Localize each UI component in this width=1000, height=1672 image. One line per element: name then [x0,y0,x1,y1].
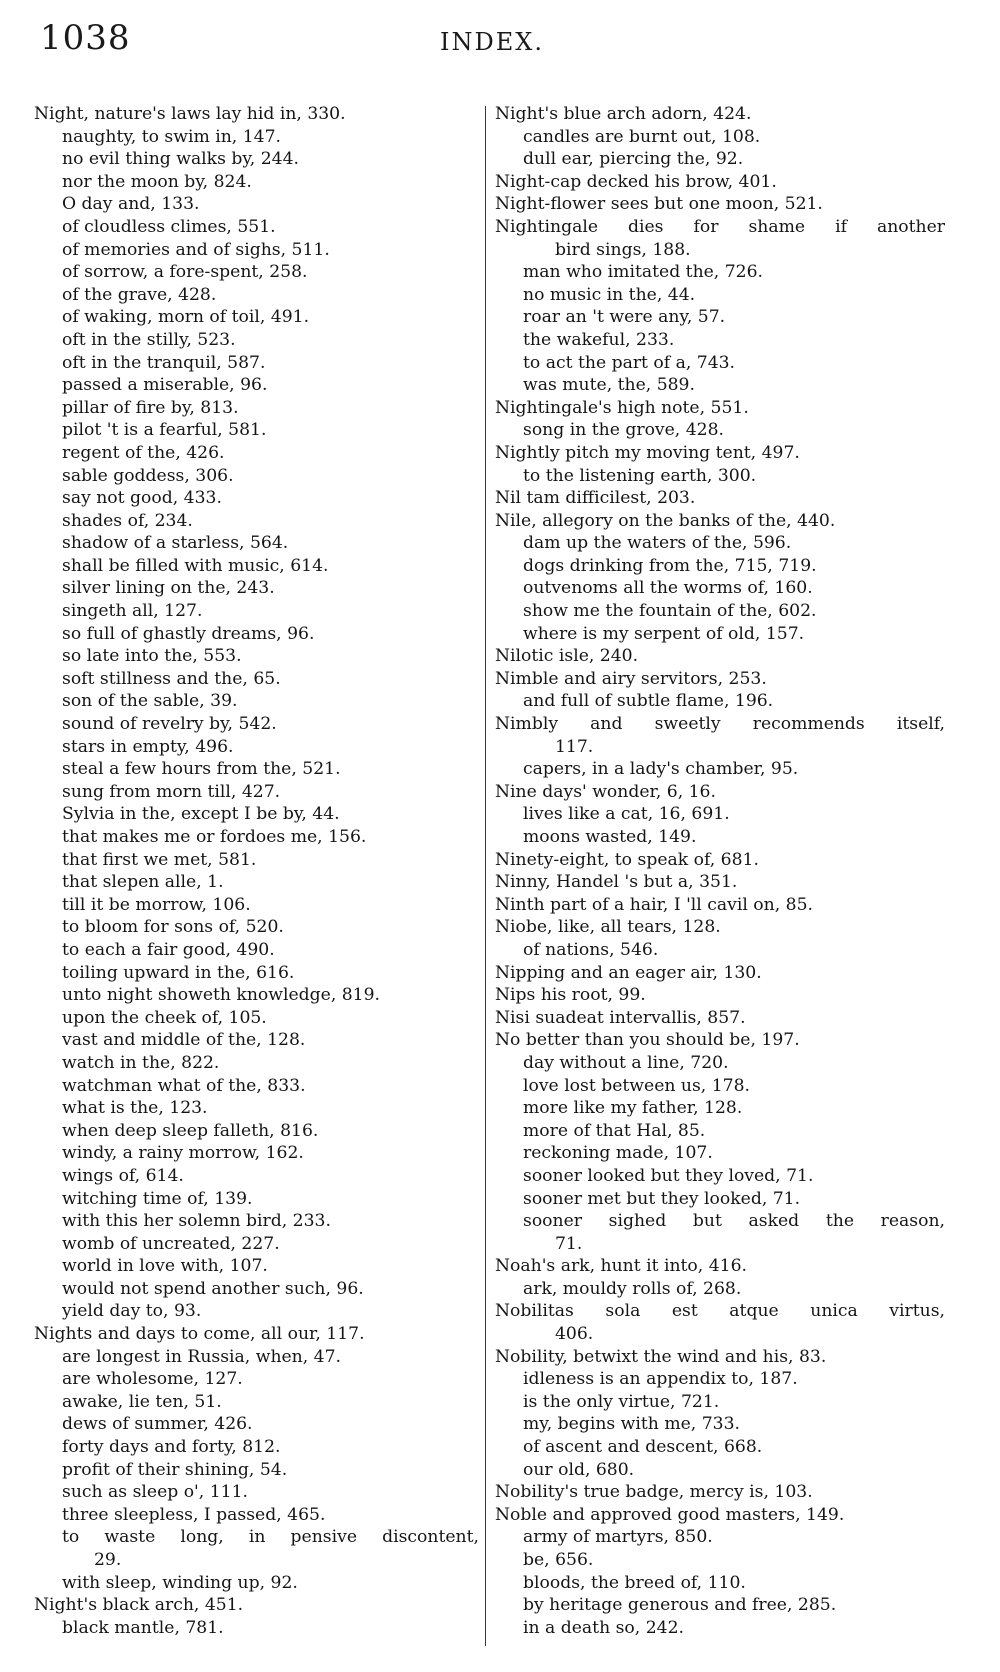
index-subentry [495,1413,945,1436]
entry-text: silver lining on the, 243. [62,578,275,599]
index-subentry [495,329,945,352]
entry-text: regent of the, 426. [62,442,225,463]
entry-text: shades of, 234. [62,510,193,531]
index-subentry [34,1481,479,1504]
entry-text: vast and middle of the, 128. [62,1030,306,1051]
index-entry [495,1300,945,1323]
entry-text: bird sings, 188. [555,239,691,260]
index-subentry [34,1413,479,1436]
index-subentry [34,1233,479,1256]
entry-text: Nobility, betwixt the wind and his, 83. [495,1346,827,1367]
index-entry [495,984,945,1007]
entry-text: by heritage generous and free, 285. [523,1595,837,1616]
index-entry [495,916,945,939]
index-column-left [34,103,479,1639]
index-subentry [34,713,479,736]
entry-text: no evil thing walks by, 244. [62,149,300,170]
entry-text: was mute, the, 589. [523,375,695,396]
entry-text: to the listening earth, 300. [523,465,757,486]
entry-text: ark, mouldy rolls of, 268. [523,1278,742,1299]
index-subentry [495,352,945,375]
entry-text: naughty, to swim in, 147. [62,126,281,147]
entry-text: song in the grove, 428. [523,420,724,441]
entry-text: Nimble and airy servitors, 253. [495,668,767,689]
index-subentry [495,1142,945,1165]
index-column-right [495,103,945,1639]
index-subentry [495,1233,945,1256]
index-subentry [495,1165,945,1188]
index-entry [495,216,945,239]
index-subentry [34,261,479,284]
index-entry [495,1504,945,1527]
index-subentry [495,1323,945,1346]
index-subentry [34,1391,479,1414]
index-subentry [34,894,479,917]
index-subentry [34,668,479,691]
index-subentry [34,1278,479,1301]
index-subentry [34,623,479,646]
entry-text: Ninth part of a hair, I 'll cavil on, 85. [495,894,813,915]
index-entry [34,1594,479,1617]
entry-text: watch in the, 822. [62,1052,220,1073]
entry-text: such as sleep o', 111. [62,1482,248,1503]
entry-text: outvenoms all the worms of, 160. [523,578,813,599]
index-entry [495,1255,945,1278]
index-subentry [495,1368,945,1391]
index-subentry [34,1617,479,1640]
entry-text: of sorrow, a fore-spent, 258. [62,262,308,283]
entry-text: Nips his root, 99. [495,985,646,1006]
entry-text: Nightly pitch my moving tent, 497. [495,442,800,463]
entry-text: with sleep, winding up, 92. [62,1572,298,1593]
index-subentry [34,1097,479,1120]
entry-text: singeth all, 127. [62,601,203,622]
index-entry [34,103,479,126]
index-subentry [495,803,945,826]
entry-text: the wakeful, 233. [523,329,675,350]
entry-text: when deep sleep falleth, 816. [62,1120,319,1141]
index-entry [495,171,945,194]
entry-text: upon the cheek of, 105. [62,1007,267,1028]
entry-text: bloods, the breed of, 110. [523,1572,746,1593]
index-subentry [495,690,945,713]
entry-text: day without a line, 720. [523,1052,729,1073]
entry-text: Sylvia in the, except I be by, 44. [62,804,340,825]
index-subentry [495,1549,945,1572]
entry-text: sable goddess, 306. [62,465,234,486]
entry-text: would not spend another such, 96. [62,1278,364,1299]
index-subentry [495,419,945,442]
index-subentry [495,736,945,759]
index-subentry [34,239,479,262]
index-entry [495,849,945,872]
index-subentry [34,1165,479,1188]
entry-text: lives like a cat, 16, 691. [523,804,730,825]
entry-text: my, begins with me, 733. [523,1414,740,1435]
index-subentry [495,465,945,488]
entry-text: Niobe, like, all tears, 128. [495,917,721,938]
entry-text: of ascent and descent, 668. [523,1437,763,1458]
entry-text: of the grave, 428. [62,284,217,305]
entry-text: No better than you should be, 197. [495,1030,800,1051]
entry-text: 117. [555,736,594,757]
entry-text: Nobilitas sola est atque unica virtus, [495,1301,945,1322]
entry-text: Night's blue arch adorn, 424. [495,104,752,124]
index-subentry [495,1120,945,1143]
index-subentry [495,758,945,781]
index-subentry [34,871,479,894]
entry-text: till it be morrow, 106. [62,894,251,915]
index-subentry [34,577,479,600]
index-subentry [34,1142,479,1165]
entry-text: shadow of a starless, 564. [62,533,289,554]
index-subentry [34,193,479,216]
entry-text: dull ear, piercing the, 92. [523,149,744,170]
entry-text: toiling upward in the, 616. [62,962,295,983]
index-subentry [34,826,479,849]
index-subentry [34,465,479,488]
entry-text: show me the fountain of the, 602. [523,601,817,622]
index-subentry [495,1459,945,1482]
entry-text: steal a few hours from the, 521. [62,759,341,780]
page-header [0,18,1000,78]
entry-text: world in love with, 107. [62,1256,268,1277]
index-subentry [34,1075,479,1098]
index-entry [495,487,945,510]
index-entry [495,871,945,894]
entry-text: Night-flower sees but one moon, 521. [495,194,823,215]
index-subentry [34,1346,479,1369]
entry-text: of cloudless climes, 551. [62,216,276,237]
index-subentry [34,690,479,713]
entry-text: oft in the stilly, 523. [62,329,236,350]
index-subentry [34,1120,479,1143]
entry-text: Nile, allegory on the banks of the, 440. [495,510,836,531]
index-subentry [34,419,479,442]
entry-text: forty days and forty, 812. [62,1437,281,1458]
entry-text: and full of subtle flame, 196. [523,691,774,712]
entry-text: is the only virtue, 721. [523,1391,720,1412]
entry-text: womb of uncreated, 227. [62,1233,280,1254]
entry-text: man who imitated the, 726. [523,262,764,283]
index-entry [495,645,945,668]
entry-text: be, 656. [523,1550,594,1570]
entry-text: of waking, morn of toil, 491. [62,307,310,328]
entry-text: Nine days' wonder, 6, 16. [495,781,716,802]
index-subentry [495,1075,945,1098]
entry-text: are wholesome, 127. [62,1369,243,1390]
entry-text: Nisi suadeat intervallis, 857. [495,1007,746,1028]
entry-text: sooner met but they looked, 71. [523,1188,801,1209]
entry-text: to act the part of a, 743. [523,352,736,373]
entry-text: Night-cap decked his brow, 401. [495,171,777,192]
entry-text: Noble and approved good masters, 149. [495,1504,845,1525]
index-entry [495,1007,945,1030]
entry-text: Nights and days to come, all our, 117. [34,1324,365,1345]
entry-text: oft in the tranquil, 587. [62,352,266,373]
index-subentry [495,1526,945,1549]
index-entry [495,103,945,126]
index-entry [495,442,945,465]
entry-text: pillar of fire by, 813. [62,397,239,418]
index-subentry [34,148,479,171]
index-subentry [34,171,479,194]
index-subentry [495,1097,945,1120]
index-subentry [495,1391,945,1414]
entry-text: son of the sable, 39. [62,691,238,712]
index-subentry [495,1052,945,1075]
index-subentry [34,1572,479,1595]
entry-text: of nations, 546. [523,939,659,960]
entry-text: Nimbly and sweetly recommends itself, [495,714,945,735]
entry-text: 406. [555,1324,594,1345]
entry-text: shall be filled with music, 614. [62,555,329,576]
entry-text: Nil tam difficilest, 203. [495,488,696,509]
index-subentry [34,1459,479,1482]
index-subentry [34,352,479,375]
index-entry [495,510,945,533]
index-entry [495,713,945,736]
index-subentry [34,1007,479,1030]
entry-text: say not good, 433. [62,488,222,509]
index-subentry [34,216,479,239]
index-subentry [34,442,479,465]
entry-text: more of that Hal, 85. [523,1120,706,1141]
entry-text: that makes me or fordoes me, 156. [62,827,367,847]
entry-text: our old, 680. [523,1459,635,1480]
column-divider [485,106,486,1646]
entry-text: yield day to, 93. [62,1301,202,1322]
entry-text: love lost between us, 178. [523,1075,750,1096]
page-number: 1038 [40,18,131,58]
index-subentry [34,306,479,329]
index-subentry [34,397,479,420]
entry-text: to bloom for sons of, 520. [62,917,284,938]
index-subentry [495,1210,945,1233]
index-entry [34,1323,479,1346]
entry-text: watchman what of the, 833. [62,1075,306,1096]
entry-text: wings of, 614. [62,1165,184,1186]
entry-text: roar an 't were any, 57. [523,307,726,328]
entry-text: Nightingale's high note, 551. [495,397,749,418]
index-subentry [34,126,479,149]
index-subentry [34,374,479,397]
index-subentry [495,1572,945,1595]
index-subentry [34,1188,479,1211]
entry-text: pilot 't is a fearful, 581. [62,420,267,441]
page-heading: INDEX. [440,28,544,56]
entry-text: Nobility's true badge, mercy is, 103. [495,1482,813,1503]
entry-text: reckoning made, 107. [523,1143,713,1164]
index-entry [495,1346,945,1369]
index-subentry [495,1594,945,1617]
entry-text: Night's black arch, 451. [34,1595,244,1616]
entry-text: unto night showeth knowledge, 819. [62,985,381,1006]
entry-text: nor the moon by, 824. [62,171,252,192]
index-subentry [495,555,945,578]
entry-text: awake, lie ten, 51. [62,1391,222,1412]
index-subentry [495,577,945,600]
entry-text: more like my father, 128. [523,1098,743,1119]
entry-text: idleness is an appendix to, 187. [523,1369,798,1390]
index-subentry [495,532,945,555]
index-subentry [34,600,479,623]
entry-text: passed a miserable, 96. [62,375,268,396]
index-subentry [34,939,479,962]
entry-text: so full of ghastly dreams, 96. [62,623,315,644]
entry-text: sooner sighed but asked the reason, [523,1211,945,1232]
entry-text: no music in the, 44. [523,284,696,305]
index-entry [495,668,945,691]
index-subentry [495,284,945,307]
index-subentry [495,1617,945,1640]
entry-text: sooner looked but they loved, 71. [523,1165,814,1186]
entry-text: windy, a rainy morrow, 162. [62,1143,304,1164]
entry-text: Ninety-eight, to speak of, 681. [495,849,759,870]
index-subentry [495,1188,945,1211]
entry-text: Night, nature's laws lay hid in, 330. [34,104,346,124]
entry-text: that first we met, 581. [62,849,257,870]
index-subentry [34,1549,479,1572]
index-subentry [495,148,945,171]
index-subentry [495,239,945,262]
entry-text: to each a fair good, 490. [62,939,275,960]
index-subentry [34,532,479,555]
index-subentry [34,1255,479,1278]
entry-text: black mantle, 781. [62,1617,224,1638]
index-subentry [34,1052,479,1075]
index-subentry [34,284,479,307]
entry-text: O day and, 133. [62,194,200,215]
entry-text: stars in empty, 496. [62,736,234,757]
index-subentry [34,803,479,826]
entry-text: Ninny, Handel 's but a, 351. [495,872,738,893]
index-subentry [495,126,945,149]
entry-text: with this her solemn bird, 233. [62,1211,331,1232]
entry-text: profit of their shining, 54. [62,1459,288,1480]
entry-text: so late into the, 553. [62,646,242,667]
index-subentry [34,1210,479,1233]
index-subentry [34,1526,479,1549]
index-subentry [34,736,479,759]
index-subentry [495,261,945,284]
entry-text: what is the, 123. [62,1098,208,1119]
index-subentry [34,758,479,781]
index-subentry [495,306,945,329]
index-entry [495,781,945,804]
index-subentry [495,1278,945,1301]
entry-text: sound of revelry by, 542. [62,714,277,735]
entry-text: 29. [94,1550,122,1570]
index-subentry [495,623,945,646]
entry-text: dam up the waters of the, 596. [523,533,792,554]
entry-text: Noah's ark, hunt it into, 416. [495,1256,747,1277]
entry-text: dews of summer, 426. [62,1414,253,1435]
index-subentry [495,939,945,962]
index-subentry [34,984,479,1007]
entry-text: 71. [555,1233,583,1254]
index-subentry [34,1029,479,1052]
index-subentry [495,826,945,849]
entry-text: sung from morn till, 427. [62,781,281,802]
entry-text: moons wasted, 149. [523,827,697,847]
index-subentry [34,329,479,352]
entry-text: dogs drinking from the, 715, 719. [523,555,817,576]
index-subentry [34,1504,479,1527]
index-subentry [34,510,479,533]
index-subentry [34,555,479,578]
index-subentry [495,374,945,397]
index-subentry [34,962,479,985]
index-subentry [34,781,479,804]
entry-text: are longest in Russia, when, 47. [62,1346,342,1367]
index-subentry [34,849,479,872]
entry-text: candles are burnt out, 108. [523,126,761,147]
index-entry [495,397,945,420]
index-subentry [34,645,479,668]
index-entry [495,193,945,216]
entry-text: Nilotic isle, 240. [495,646,639,667]
entry-text: of memories and of sighs, 511. [62,239,330,260]
entry-text: in a death so, 242. [523,1617,684,1638]
entry-text: Nipping and an eager air, 130. [495,962,762,983]
entry-text: where is my serpent of old, 157. [523,623,805,644]
entry-text: Nightingale dies for shame if another [495,216,945,237]
index-subentry [34,487,479,510]
index-subentry [34,1436,479,1459]
index-subentry [34,916,479,939]
index-subentry [495,1436,945,1459]
entry-text: that slepen alle, 1. [62,872,224,893]
index-entry [495,894,945,917]
index-entry [495,1029,945,1052]
entry-text: witching time of, 139. [62,1188,253,1209]
index-subentry [495,600,945,623]
index-subentry [34,1300,479,1323]
entry-text: three sleepless, I passed, 465. [62,1504,326,1525]
entry-text: to waste long, in pensive discontent, [62,1527,479,1548]
entry-text: capers, in a lady's chamber, 95. [523,759,799,780]
entry-text: army of martyrs, 850. [523,1527,713,1548]
index-entry [495,1481,945,1504]
entry-text: soft stillness and the, 65. [62,668,281,689]
index-entry [495,962,945,985]
index-subentry [34,1368,479,1391]
